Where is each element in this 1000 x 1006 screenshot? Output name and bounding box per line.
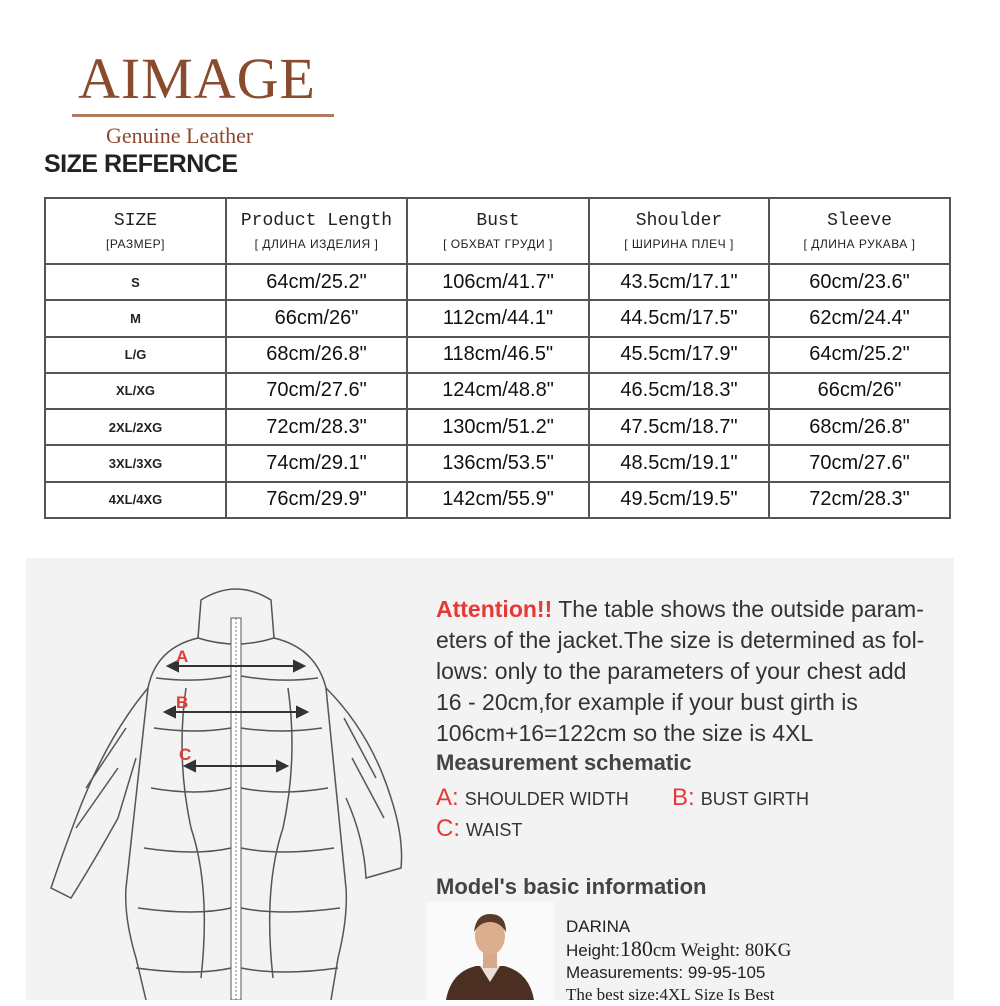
length-cell: 70cm/27.6" [226, 373, 407, 409]
attention-note [436, 594, 956, 749]
size-table [44, 197, 951, 519]
size-cell: 3XL/3XG [45, 445, 226, 481]
size-cell: XL/XG [45, 373, 226, 409]
brand-name: AIMAGE [78, 46, 316, 111]
bust-cell: 112cm/44.1" [407, 300, 589, 336]
page-title: SIZE REFERNCE [44, 150, 238, 178]
table-row [45, 482, 950, 518]
label-c: C [179, 745, 192, 764]
shoulder-cell: 44.5cm/17.5" [589, 300, 769, 336]
table-row [45, 373, 950, 409]
model-measurements: Measurements: 99-95-105 [566, 963, 766, 982]
shoulder-cell: 49.5cm/19.5" [589, 482, 769, 518]
bust-cell: 118cm/46.5" [407, 337, 589, 373]
length-cell: 72cm/28.3" [226, 409, 407, 445]
model-photo [426, 902, 554, 1000]
model-info [566, 916, 791, 1006]
brand-divider [72, 114, 334, 117]
column-header-shoulder [589, 198, 769, 264]
column-header-bust [407, 198, 589, 264]
header-sublabel: [ ОБХВАТ ГРУДИ ] [443, 237, 553, 251]
attention-line: eters of the jacket.The size is determined as fol- [436, 627, 925, 653]
legend-letter: B: [672, 784, 695, 811]
header-label: Bust [476, 211, 520, 231]
shoulder-cell: 47.5cm/18.7" [589, 409, 769, 445]
measurement-panel [26, 558, 954, 1004]
zipper [231, 618, 241, 1000]
label-b: B [176, 693, 189, 712]
size-cell: S [45, 264, 226, 300]
label-a: A [176, 647, 189, 666]
sleeve-cell: 66cm/26" [769, 373, 950, 409]
legend-text: BUST GIRTH [700, 789, 810, 809]
column-header-sleeve [769, 198, 950, 264]
schematic-title: Measurement schematic [436, 750, 692, 775]
table-row [45, 300, 950, 336]
length-cell: 76cm/29.9" [226, 482, 407, 518]
sleeve-cell: 72cm/28.3" [769, 482, 950, 518]
length-cell: 66cm/26" [226, 300, 407, 336]
header-label: Sleeve [827, 211, 892, 231]
table-row [45, 409, 950, 445]
column-header-size [45, 198, 226, 264]
legend-text: SHOULDER WIDTH [464, 789, 629, 809]
brand-tagline: Genuine Leather [106, 123, 254, 148]
sleeve-cell: 60cm/23.6" [769, 264, 950, 300]
model-height-weight [566, 938, 791, 962]
bust-cell: 130cm/51.2" [407, 409, 589, 445]
length-cell: 74cm/29.1" [226, 445, 407, 481]
attention-line: 16 - 20cm,for example if your bust girth is [436, 689, 858, 715]
legend-b [672, 784, 809, 812]
bust-cell: 142cm/55.9" [407, 482, 589, 518]
legend-letter: C: [436, 815, 460, 842]
model-title: Model's basic information [436, 874, 707, 899]
model-name: DARINA [566, 917, 631, 936]
attention-line: 106cm+16=122cm so the size is 4XL [436, 720, 814, 746]
header-label: Shoulder [635, 211, 723, 231]
sleeve-cell: 68cm/26.8" [769, 409, 950, 445]
attention-line: lows: only to the parameters of your chest add [436, 658, 907, 684]
size-cell: L/G [45, 337, 226, 373]
header-label: Product Length [240, 211, 393, 231]
shoulder-cell: 46.5cm/18.3" [589, 373, 769, 409]
header-sublabel: [ ДЛИНА ИЗДЕЛИЯ ] [254, 237, 379, 251]
size-cell: M [45, 300, 226, 336]
jacket-diagram [26, 558, 426, 1000]
bust-cell: 136cm/53.5" [407, 445, 589, 481]
legend-c [436, 815, 522, 843]
model-best-size: The best size:4XL Size Is Best [566, 985, 775, 1004]
header-label: SIZE [113, 211, 158, 231]
size-cell: 4XL/4XG [45, 482, 226, 518]
model-figure-icon [426, 902, 554, 1000]
table-row [45, 337, 950, 373]
header-sublabel: [ ШИРИНА ПЛЕЧ ] [624, 237, 734, 251]
bust-cell: 106cm/41.7" [407, 264, 589, 300]
header-sublabel: [ ДЛИНА РУКАВА ] [803, 237, 916, 251]
column-header-length [226, 198, 407, 264]
bust-cell: 124cm/48.8" [407, 373, 589, 409]
size-cell: 2XL/2XG [45, 409, 226, 445]
header-sublabel: [РАЗМЕР] [106, 237, 165, 251]
shoulder-cell: 43.5cm/17.1" [589, 264, 769, 300]
legend-letter: A: [436, 784, 459, 811]
length-cell: 64cm/25.2" [226, 264, 407, 300]
sleeve-cell: 70cm/27.6" [769, 445, 950, 481]
attention-line: The table shows the outside param- [558, 596, 924, 622]
shoulder-cell: 48.5cm/19.1" [589, 445, 769, 481]
height-label: Height: [566, 941, 620, 960]
length-cell: 68cm/26.8" [226, 337, 407, 373]
table-row [45, 445, 950, 481]
weight-text: cm Weight: 80KG [652, 940, 792, 961]
brand-logo [72, 48, 334, 149]
table-row [45, 264, 950, 300]
height-value: 180 [619, 936, 653, 961]
shoulder-cell: 45.5cm/17.9" [589, 337, 769, 373]
sleeve-cell: 64cm/25.2" [769, 337, 950, 373]
sleeve-cell: 62cm/24.4" [769, 300, 950, 336]
jacket-outline [51, 589, 402, 1000]
legend-a [436, 784, 629, 812]
table-header-row [45, 198, 950, 264]
legend-text: WAIST [466, 820, 523, 840]
attention-word: Attention!! [436, 596, 553, 622]
